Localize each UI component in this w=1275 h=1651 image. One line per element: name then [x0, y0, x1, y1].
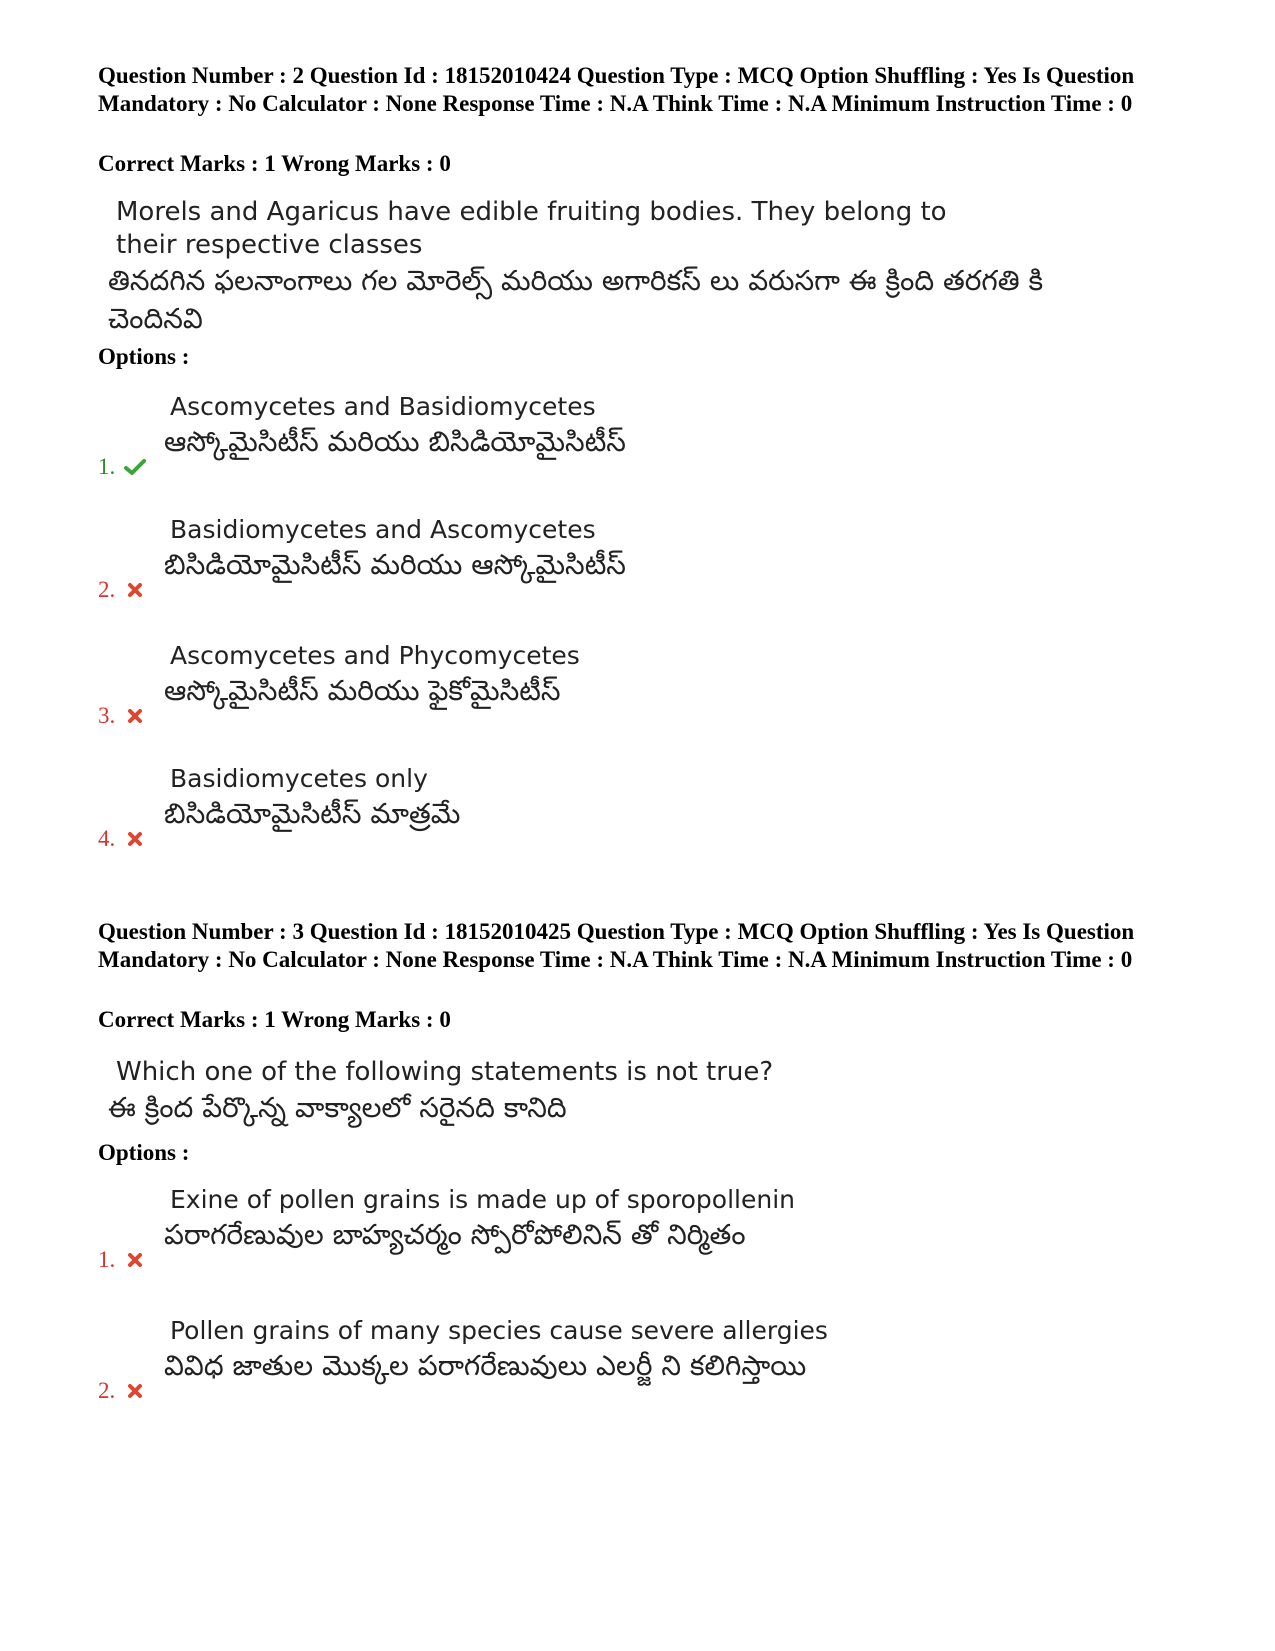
option-text-english: Ascomycetes and Basidiomycetes: [170, 392, 596, 421]
question-text-telugu: తినదగిన ఫలనాంగాలు గల మోరెల్స్ మరియు అగారికస్ లు వరుసగా ఈ క్రింది తరగతి కి చెందినవి: [108, 264, 1044, 335]
question-meta: Question Number : 3 Question Id : 18152010425 Question Type : MCQ Option Shuffling : Yes Is Question Mandatory : No Calculator : None Response Time : N.A Think Time : N.A Minimum Instruction Time : 0: [98, 919, 1135, 972]
check-icon: [124, 458, 146, 476]
option-text-english: Basidiomycetes and Ascomycetes: [170, 515, 596, 544]
option-text-telugu: వివిధ జాతుల మొక్కల పరాగరేణువులు ఎలర్జీ ని కలిగిస్తాయి: [164, 1349, 807, 1382]
question-text-english: Which one of the following statements is not true?: [116, 1057, 774, 1087]
option-text-telugu: పరాగరేణువుల బాహ్యచర్మం స్పోరోపోలినిన్ తో నిర్మితం: [164, 1218, 746, 1251]
option-text-telugu: ఆస్కోమైసిటీస్ మరియు బిసిడియోమైసిటీస్: [164, 425, 626, 458]
option-text-english: Ascomycetes and Phycomycetes: [170, 641, 580, 670]
option-number: 2.: [98, 577, 116, 602]
option-text-telugu: బిసిడియోమైసిటీస్ మాత్రమే: [164, 797, 461, 830]
question-marks: Correct Marks : 1 Wrong Marks : 0: [98, 1007, 451, 1032]
question-text-telugu: ఈ క్రింద పేర్కొన్న వాక్యాలలో సరైనది కానిది: [108, 1091, 567, 1124]
cross-icon: [124, 707, 146, 725]
option-number: 4.: [98, 826, 116, 851]
option-number: 1.: [98, 454, 116, 479]
question-text: [108, 1056, 773, 1127]
option-text-english: Basidiomycetes only: [170, 764, 428, 793]
option-number: 1.: [98, 1247, 116, 1272]
cross-icon: [124, 1251, 146, 1269]
cross-icon: [124, 830, 146, 848]
cross-icon: [124, 581, 146, 599]
question-text: [108, 196, 1068, 338]
option-text-telugu: ఆస్కోమైసిటీస్ మరియు ఫైకోమైసిటీస్: [164, 674, 561, 707]
option-text-english: Exine of pollen grains is made up of sporopollenin: [170, 1185, 795, 1214]
question-marks: Correct Marks : 1 Wrong Marks : 0: [98, 151, 451, 176]
options-label: Options :: [98, 1140, 190, 1165]
options-label: Options :: [98, 344, 190, 369]
option-text-english: Pollen grains of many species cause severe allergies: [170, 1316, 828, 1345]
option-number: 3.: [98, 703, 116, 728]
cross-icon: [124, 1382, 146, 1400]
option-text-telugu: బిసిడియోమైసిటీస్ మరియు ఆస్కోమైసిటీస్: [164, 548, 626, 581]
option-number: 2.: [98, 1378, 116, 1403]
question-text-english: Morels and Agaricus have edible fruiting bodies. They belong to their respective classes: [116, 197, 947, 260]
question-meta: Question Number : 2 Question Id : 18152010424 Question Type : MCQ Option Shuffling : Yes Is Question Mandatory : No Calculator : None Response Time : N.A Think Time : N.A Minimum Instruction Time : 0: [98, 63, 1135, 116]
